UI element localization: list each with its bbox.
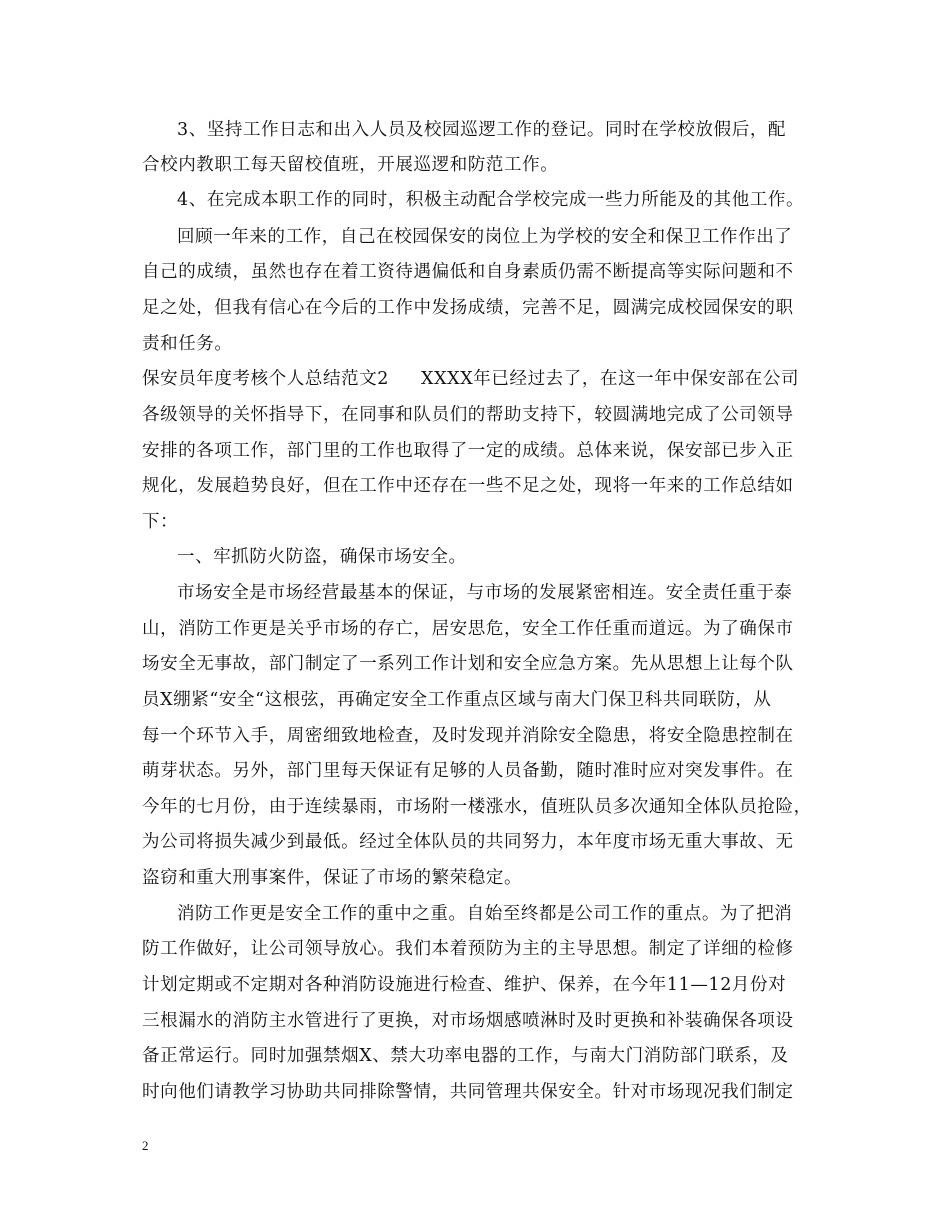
paragraph-line: 安排的各项工作，部门里的工作也取得了一定的成绩。总体来说，保安部已步入正 — [142, 441, 794, 461]
paragraph-line: 合校内教职工每天留校值班，开展巡逻和防范工作。 — [142, 155, 559, 175]
section-intro-text: XXXX年已经过去了，在这一年中保安部在公司 — [421, 369, 800, 389]
paragraph-line: 各级领导的关怀指导下，在同事和队员们的帮助支持下，较圆满地完成了公司领导 — [142, 405, 794, 425]
paragraph-line: 山，消防工作更是关乎市场的存亡，居安思危，安全工作任重而道远。为了确保市 — [142, 619, 794, 639]
paragraph-line: 每一个环节入手，周密细致地检查，及时发现并消除安全隐患，将安全隐患控制在 — [142, 726, 794, 746]
paragraph-line: 萌芽状态。另外，部门里每天保证有足够的人员备勤，随时准时应对突发事件。在 — [142, 761, 794, 781]
paragraph-line: 规化，发展趋势良好，但在工作中还存在一些不足之处，现将一年来的工作总结如 — [142, 476, 794, 496]
paragraph-line: 责和任务。 — [142, 334, 233, 354]
paragraph-line: 市场安全是市场经营最基本的保证，与市场的发展紧密相连。安全责任重于泰 — [177, 583, 793, 603]
paragraph-line: 4、在完成本职工作的同时，积极主动配合学校完成一些力所能及的其他工作。 — [177, 190, 805, 210]
paragraph-line: 3、坚持工作日志和出入人员及校园巡逻工作的登记。同时在学校放假后，配 — [177, 120, 787, 140]
paragraph-line: 足之处，但我有信心在今后的工作中发扬成绩，完善不足，圆满完成校园保安的职 — [142, 298, 794, 318]
paragraph-line: 员X绷紧“安全“这根弦，再确定安全工作重点区域与南大门保卫科共同联防，从 — [142, 690, 772, 710]
paragraph-line: 时向他们请教学习协助共同排除警情，共同管理共保安全。针对市场现况我们制定 — [142, 1082, 794, 1102]
paragraph-line: 下： — [142, 512, 179, 532]
paragraph-line: 防工作做好，让公司领导放心。我们本着预防为主的主导思想。制定了详细的检修 — [142, 939, 794, 959]
paragraph-line: 场安全无事故，部门制定了一系列工作计划和安全应急方案。先从思想上让每个队 — [142, 654, 794, 674]
paragraph-line: 消防工作更是安全工作的重中之重。自始至终都是公司工作的重点。为了把消 — [177, 904, 793, 924]
paragraph-line: 计划定期或不定期对各种消防设施进行检查、维护、保养，在今年11—12月份对 — [142, 975, 787, 995]
paragraph-line: 为公司将损失减少到最低。经过全体队员的共同努力，本年度市场无重大事故、无 — [142, 832, 794, 852]
page-number: 2 — [142, 1138, 149, 1153]
section-title: 保安员年度考核个人总结范文2 — [142, 369, 390, 389]
paragraph-line: 盗窃和重大刑事案件，保证了市场的繁荣稳定。 — [142, 868, 523, 888]
section-heading-line — [142, 369, 799, 389]
paragraph-line: 自己的成绩，虽然也存在着工资待遇偏低和自身素质仍需不断提高等实际问题和不 — [142, 262, 794, 282]
paragraph-line: 三根漏水的消防主水管进行了更换，对市场烟感喷淋时及时更换和补装确保各项设 — [142, 1011, 794, 1031]
paragraph-line: 今年的七月份，由于连续暴雨，市场附一楼涨水，值班队员多次通知全体队员抢险， — [142, 797, 812, 817]
paragraph-line: 回顾一年来的工作，自己在校园保安的岗位上为学校的安全和保卫工作作出了 — [177, 227, 793, 247]
paragraph-line: 备正常运行。同时加强禁烟X、禁大功率电器的工作，与南大门消防部门联系，及 — [142, 1046, 789, 1066]
subheading-line: 一、牢抓防火防盗，确保市场安全。 — [177, 547, 467, 567]
